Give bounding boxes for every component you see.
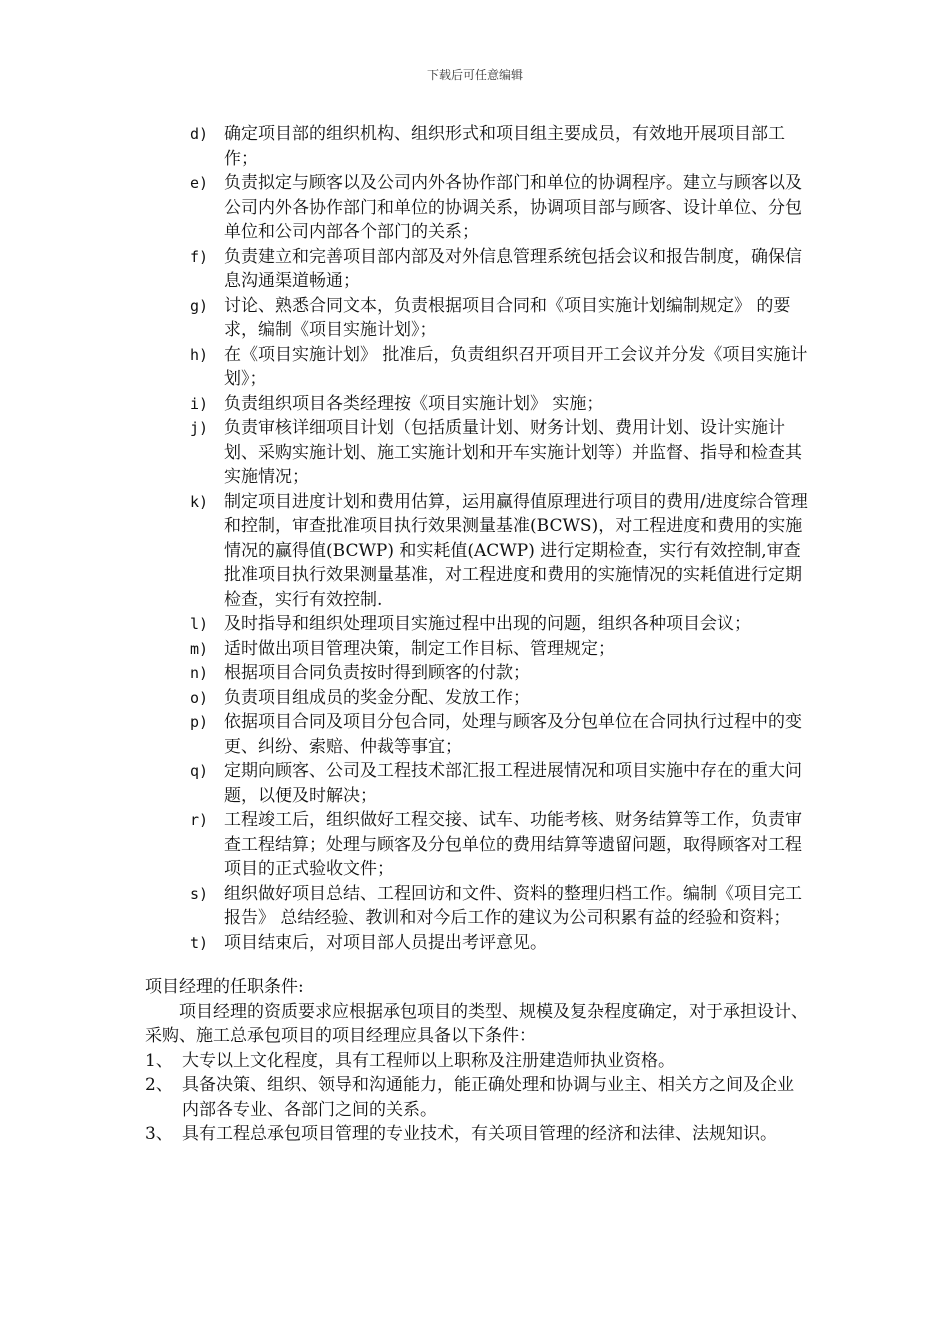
list-item (0, 490, 809, 613)
list-item (0, 343, 809, 392)
list-marker: j) (190, 419, 209, 437)
list-item (0, 122, 809, 171)
list-item-text: 负责拟定与顾客以及公司内外各协作部门和单位的协调程序。建立与顾客以及公司内外各协作部门和单位的协调关系，协调项目部与顾客、设计单位、分包单位和公司内部各个部门的关系； (224, 173, 802, 242)
qualifications-list (0, 1049, 950, 1147)
section-title: 项目经理的任职条件: (145, 977, 304, 997)
list-item-text: 具有工程总承包项目管理的专业技术，有关项目管理的经济和法律、法规知识。 (182, 1124, 777, 1144)
list-item-text: 组织做好项目总结、工程回访和文件、资料的整理归档工作。编制《项目完工报告》 总结经验、教训和对今后工作的建议为公司积累有益的经验和资料； (224, 883, 802, 928)
intro-paragraph: 项目经理的资质要求应根据承包项目的类型、规模及复杂程度确定，对于承担设计、采购、施工总承包项目的项目经理应具备以下条件： (145, 1001, 808, 1046)
list-marker: 1、 (145, 1050, 173, 1071)
list-item-text: 负责建立和完善项目部内部及对外信息管理系统包括会议和报告制度，确保信息沟通渠道畅通； (224, 246, 802, 291)
list-item-text: 确定项目部的组织机构、组织形式和项目组主要成员，有效地开展项目部工作； (224, 124, 785, 169)
list-item (0, 808, 809, 882)
list-marker: q) (190, 762, 209, 780)
list-marker: d) (190, 125, 209, 143)
list-item-text: 工程竣工后，组织做好工程交接、试车、功能考核、财务结算等工作，负责审查工程结算；处理与顾客及分包单位的费用结算等遗留问题，取得顾客对工程项目的正式验收文件； (224, 810, 802, 879)
list-item (0, 882, 809, 931)
list-item-text: 制定项目进度计划和费用估算，运用赢得值原理进行项目的费用/进度综合管理和控制，审查批准项目执行效果测量基准(BCWS)，对工程进度和费用的实施情况的赢得值(BCWP) 和实耗值(ACWP) 进行定期检查，实行有效控制,审查批准项目执行效果测量基准，对工程进度和费用的实施情况的实耗值进行定期检查，实行有效控制. (224, 491, 808, 610)
list-marker: g) (190, 296, 209, 315)
list-item (0, 416, 809, 490)
list-item (0, 171, 809, 245)
list-item-text: 定期向顾客、公司及工程技术部汇报工程进展情况和项目实施中存在的重大问题，以便及时解决； (224, 761, 802, 806)
page-header: 下载后可任意编辑 (426, 68, 523, 82)
list-marker: i) (190, 394, 209, 413)
list-item-text: 适时做出项目管理决策，制定工作目标、管理规定； (224, 638, 615, 659)
list-item-text: 依据项目合同及项目分包合同，处理与顾客及分包单位在合同执行过程中的变更、纠纷、索赔、仲裁等事宜； (224, 712, 802, 757)
list-marker: o) (190, 688, 209, 707)
list-item (0, 612, 809, 637)
list-item (0, 392, 809, 417)
list-item (0, 931, 809, 956)
list-marker: 3、 (145, 1124, 173, 1144)
list-item-text: 根据项目合同负责按时得到顾客的付款； (224, 663, 530, 683)
list-item-text: 负责审核详细项目计划（包括质量计划、财务计划、费用计划、设计实施计划、采购实施计划、施工实施计划和开车实施计划等）并监督、指导和检查其实施情况； (224, 418, 802, 487)
list-item (0, 686, 809, 711)
list-item (0, 710, 809, 759)
list-marker: l) (190, 615, 209, 633)
list-marker: f) (190, 247, 209, 266)
list-item-text: 讨论、熟悉合同文本，负责根据项目合同和《项目实施计划编制规定》 的要求，编制《项目实施计划》； (224, 295, 791, 340)
duties-list (0, 122, 950, 955)
list-item (0, 1122, 810, 1147)
list-item (0, 294, 809, 343)
list-item (0, 1073, 810, 1122)
list-marker: n) (190, 664, 209, 682)
list-marker: m) (190, 639, 209, 658)
list-item (0, 245, 809, 294)
list-marker: k) (190, 492, 209, 511)
list-marker: r) (190, 811, 209, 829)
list-marker: p) (190, 713, 209, 731)
list-item-text: 及时指导和组织处理项目实施过程中出现的问题，组织各种项目会议； (224, 614, 751, 634)
list-item (0, 661, 809, 686)
list-marker: s) (190, 884, 209, 903)
list-marker: t) (190, 933, 209, 952)
list-item (0, 637, 809, 662)
list-item (0, 759, 809, 808)
list-item (0, 1049, 810, 1074)
list-item-text: 负责项目组成员的奖金分配、发放工作； (224, 687, 530, 708)
list-item-text: 负责组织项目各类经理按《项目实施计划》 实施； (224, 393, 604, 414)
list-marker: 2、 (145, 1075, 173, 1095)
list-item-text: 在《项目实施计划》 批准后，负责组织召开项目开工会议并分发《项目实施计划》； (224, 344, 808, 389)
list-marker: e) (190, 174, 209, 192)
document-body (0, 122, 950, 1147)
list-item-text: 具备决策、组织、领导和沟通能力，能正确处理和协调与业主、相关方之间及企业内部各专业、各部门之间的关系。 (182, 1075, 794, 1120)
list-item-text: 大专以上文化程度，具有工程师以上职称及注册建造师执业资格。 (182, 1050, 675, 1071)
list-item-text: 项目结束后，对项目部人员提出考评意见。 (224, 932, 547, 953)
list-marker: h) (190, 345, 209, 364)
